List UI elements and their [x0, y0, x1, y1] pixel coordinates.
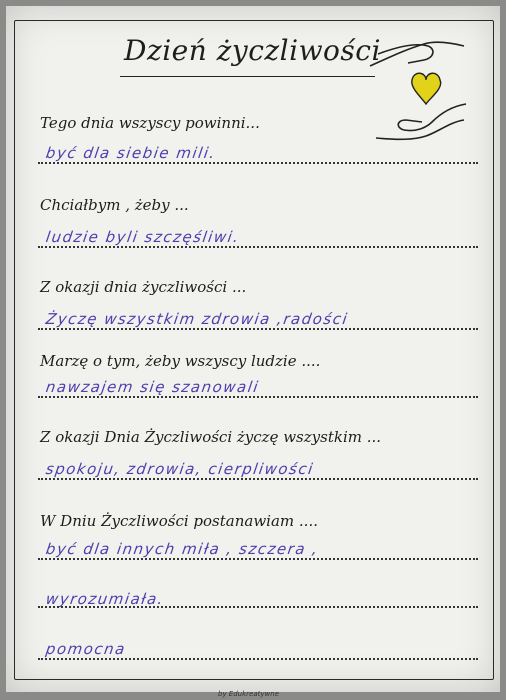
- answer-6a: być dla innych miła , szczera ,: [44, 540, 320, 558]
- answer-line-4: [38, 396, 478, 398]
- hands-heart-icon: [368, 36, 468, 148]
- prompt-2: Chciałbym , żeby ...: [40, 196, 189, 214]
- answer-4: nawzajem się szanowali: [44, 378, 261, 396]
- worksheet: [6, 6, 500, 698]
- answer-3: Życzę wszystkim zdrowia ,radości: [44, 310, 350, 328]
- credit-text: by Edukreatywne: [218, 690, 279, 698]
- title-underline: [120, 76, 375, 77]
- prompt-6: W Dniu Życzliwości postanawiam ....: [40, 512, 318, 530]
- answer-6b: wyrozumiała.: [44, 590, 166, 608]
- answer-line-3: [38, 328, 478, 330]
- answer-6c: pomocna: [44, 640, 128, 658]
- answer-line-6c: [38, 658, 478, 660]
- prompt-1: Tego dnia wszyscy powinni...: [40, 114, 260, 132]
- prompt-4: Marzę o tym, żeby wszyscy ludzie ....: [40, 352, 321, 370]
- answer-line-5: [38, 478, 478, 480]
- answer-5: spokoju, zdrowia, cierpliwości: [44, 460, 316, 478]
- answer-line-2: [38, 246, 478, 248]
- answer-line-1: [38, 162, 478, 164]
- answer-2: ludzie byli szczęśliwi.: [44, 228, 241, 246]
- prompt-5: Z okazji Dnia Życzliwości życzę wszystkim ...: [40, 428, 382, 446]
- answer-line-6a: [38, 558, 478, 560]
- answer-line-6b: [38, 606, 478, 608]
- page-title: Dzień życzliwości: [124, 34, 381, 67]
- prompt-3: Z okazji dnia życzliwości ...: [40, 278, 247, 296]
- answer-1: być dla siebie mili.: [44, 144, 218, 162]
